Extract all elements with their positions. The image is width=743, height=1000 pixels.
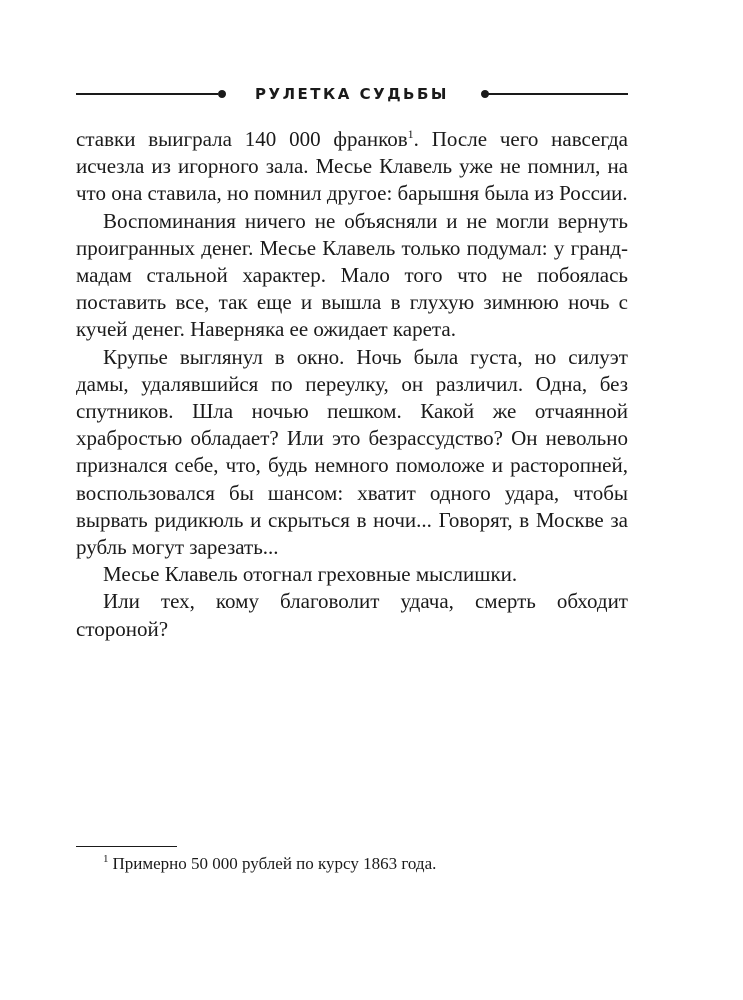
body-text	[76, 126, 628, 643]
header-rule-left	[76, 93, 218, 95]
footnote-divider	[76, 846, 177, 847]
paragraph: Крупье выглянул в окно. Ночь была густа, но силуэт дамы, удалявшийся по переулку, он различил. Одна, без спутников. Шла ночью пешком. Какой же отчаянной храбростью обладает? Или это безрассудство? Он невольно признался себе, что, будь немного помоложе и расторопней, воспользовался бы шансом: хватит одного удара, чтобы вырвать ридикюль и скрыться в ночи... Говорят, в Москве за рубль могут зарезать...	[76, 344, 628, 560]
footnote-reference: 1	[407, 127, 414, 141]
footnote-text: Примерно 50 000 рублей по курсу 1863 года.	[112, 854, 437, 873]
running-head	[76, 82, 628, 106]
footnote: 1 Примерно 50 000 рублей по курсу 1863 года.	[103, 853, 437, 873]
paragraph-text: . После чего навсегда исчезла из игорного зала. Месье Клавель уже не помнил, на что она ставила, но помнил другое: барышня была из России.	[76, 127, 628, 206]
running-head-title: РУЛЕТКА СУДЬБЫ	[255, 85, 449, 103]
header-dot-left	[218, 90, 226, 98]
paragraph: Или тех, кому благоволит удача, смерть обходит стороной?	[76, 589, 628, 641]
paragraph	[76, 126, 628, 208]
paragraph: Воспоминания ничего не объясняли и не могли вернуть проигранных денег. Месье Клавель только подумал: у гранд-мадам стальной характер. Мало того что не побоялась поставить все, так еще и вышла в глухую зимнюю ночь с кучей денег. Наверняка ее ожидает карета.	[76, 208, 628, 342]
header-rule-right	[488, 93, 628, 95]
paragraph: Месье Клавель отогнал греховные мыслишки.	[103, 562, 518, 587]
paragraph-text: ставки выиграла 140 000 франков	[76, 127, 408, 151]
